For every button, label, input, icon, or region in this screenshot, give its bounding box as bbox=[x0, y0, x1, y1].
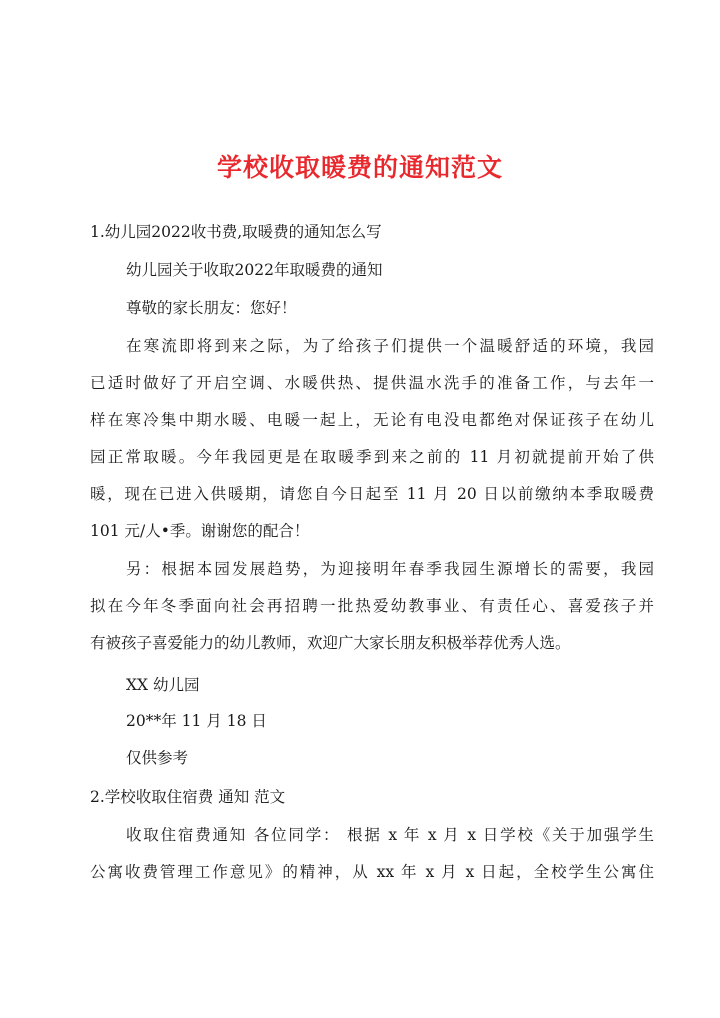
signature: XX 幼儿园 bbox=[126, 676, 200, 694]
section2-heading: 2.学校收取住宿费 通知 范文 bbox=[90, 788, 286, 806]
salutation: 尊敬的家长朋友：您好！ bbox=[126, 299, 297, 317]
paragraph-line: 另：根据本园发展趋势，为迎接明年春季我园生源增长的需要，我园 bbox=[126, 560, 654, 578]
paragraph-line: 101 元/人•季。谢谢您的配合！ bbox=[90, 522, 310, 540]
paragraph-line: 收取住宿费通知 各位同学： 根据 x 年 x 月 x 日学校《关于加强学生 bbox=[126, 826, 654, 844]
paragraph-line: 有被孩子喜爱能力的幼儿教师，欢迎广大家长朋友积极举荐优秀人选。 bbox=[90, 634, 571, 652]
paragraph-line: 样在寒冷集中期水暖、电暖一起上，无论有电没电都绝对保证孩子在幼儿 bbox=[90, 411, 654, 429]
paragraph-line: 公寓收费管理工作意见》的精神，从 xx 年 x 月 x 日起，全校学生公寓住 bbox=[90, 863, 654, 881]
document-title: 学校收取暖费的通知范文 bbox=[216, 153, 503, 182]
paragraph-line: 园正常取暖。今年我园更是在取暖季到来之前的 11 月初就提前开始了供 bbox=[90, 448, 654, 466]
paragraph-line: 已适时做好了开启空调、水暖供热、提供温水洗手的准备工作，与去年一 bbox=[90, 374, 654, 392]
notice-title: 幼儿园关于收取2022年取暖费的通知 bbox=[126, 261, 383, 279]
paragraph-line: 拟在今年冬季面向社会再招聘一批热爱幼教事业、有责任心、喜爱孩子并 bbox=[90, 597, 654, 615]
date: 20**年 11 月 18 日 bbox=[126, 712, 267, 730]
section1-heading: 1.幼儿园2022收书费,取暖费的通知怎么写 bbox=[90, 223, 382, 241]
paragraph-line: 在寒流即将到来之际，为了给孩子们提供一个温暖舒适的环境，我园 bbox=[126, 337, 654, 355]
reference-note: 仅供参考 bbox=[126, 749, 189, 767]
paragraph-line: 暖，现在已进入供暖期，请您自今日起至 11 月 20 日以前缴纳本季取暖费 bbox=[90, 485, 654, 503]
